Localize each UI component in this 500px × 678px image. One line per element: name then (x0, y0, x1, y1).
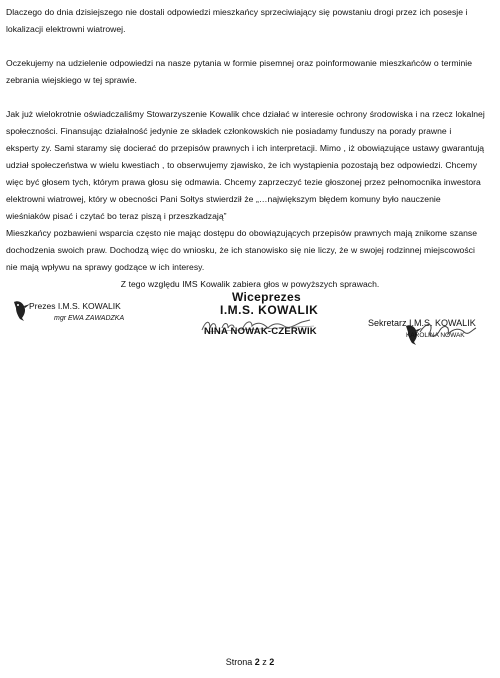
vice-president-org: I.M.S. KOWALIK (220, 303, 319, 317)
paragraph-3: Jak już wielokrotnie oświadczaliśmy Stowarzyszenie Kowalik chce działać w interesie ochrony środowiska i na rzecz lokalnej społeczności. Finansując działalność jedynie ze składek członkowskich nie posiadamy funduszy na porady prawne i eksperty zy. Sami staramy się docierać do przepisów prawnych i ich interpretacji. Mimo , iż obowiązujące ustawy gwarantują udział społeczeństwa w wielu kwestiach , to obserwujemy zjawisko, że ich wystąpienia pozostają bez odpowiedzi. Chcemy więc być głosem tych, którym prawa głosu się odmawia. Chcemy zaprzeczyć tezie głoszonej przez pełnomocnika inwestora elektrowni wiatrowej, który w obecności Pani Sołtys stwierdził że „…największym błędem komuny było nauczenie wieśniaków pisać i czytać bo teraz piszą i przeszkadzają” (6, 109, 485, 221)
footer-total-pages: 2 (269, 657, 275, 667)
secretary-name: KAROLINA NOWAK (406, 332, 465, 339)
paragraph-1: Dlaczego do dnia dzisiejszego nie dostali odpowiedzi mieszkańcy sprzeciwiający się powstaniu drogi przez ich posesje i lokalizacji elektrowni wiatrowej. (6, 7, 468, 34)
paragraph-4: Mieszkańcy pozbawieni wsparcia często nie mając dostępu do obowiązujących przepisów prawnych mają znikome szanse dochodzenia swoich praw. Dochodzą więc do wniosku, że ich stanowisko się nie liczy, że w swojej rodzinnej miejscowości nie mają wpływu na sprawy godzące w ich interesy. (6, 228, 478, 272)
vice-president-stamp (186, 290, 336, 350)
vice-president-title: Wiceprezes (232, 290, 301, 304)
paragraph-2: Oczekujemy na udzielenie odpowiedzi na nasze pytania w formie pisemnej oraz poinformowanie mieszkańców o terminie zebrania wiejskiego w tej sprawie. (6, 58, 473, 85)
signature-icon (400, 318, 480, 344)
president-stamp (12, 298, 172, 348)
secretary-stamp (360, 314, 500, 364)
footer-page-word: Strona (225, 657, 253, 667)
closing-statement: Z tego względu IMS Kowalik zabiera głos w powyższych sprawach. (120, 279, 380, 289)
page-footer (0, 657, 500, 667)
footer-separator: z (262, 657, 267, 667)
secretary-title: Sekretarz I.M.S. KOWALIK (368, 318, 476, 328)
vice-president-name: NINA NOWAK-CZERWIK (204, 326, 317, 337)
president-name: mgr EWA ZAWADZKA (54, 315, 125, 322)
president-title: Prezes I.M.S. KOWALIK (29, 301, 121, 311)
footer-current-page: 2 (254, 657, 260, 667)
